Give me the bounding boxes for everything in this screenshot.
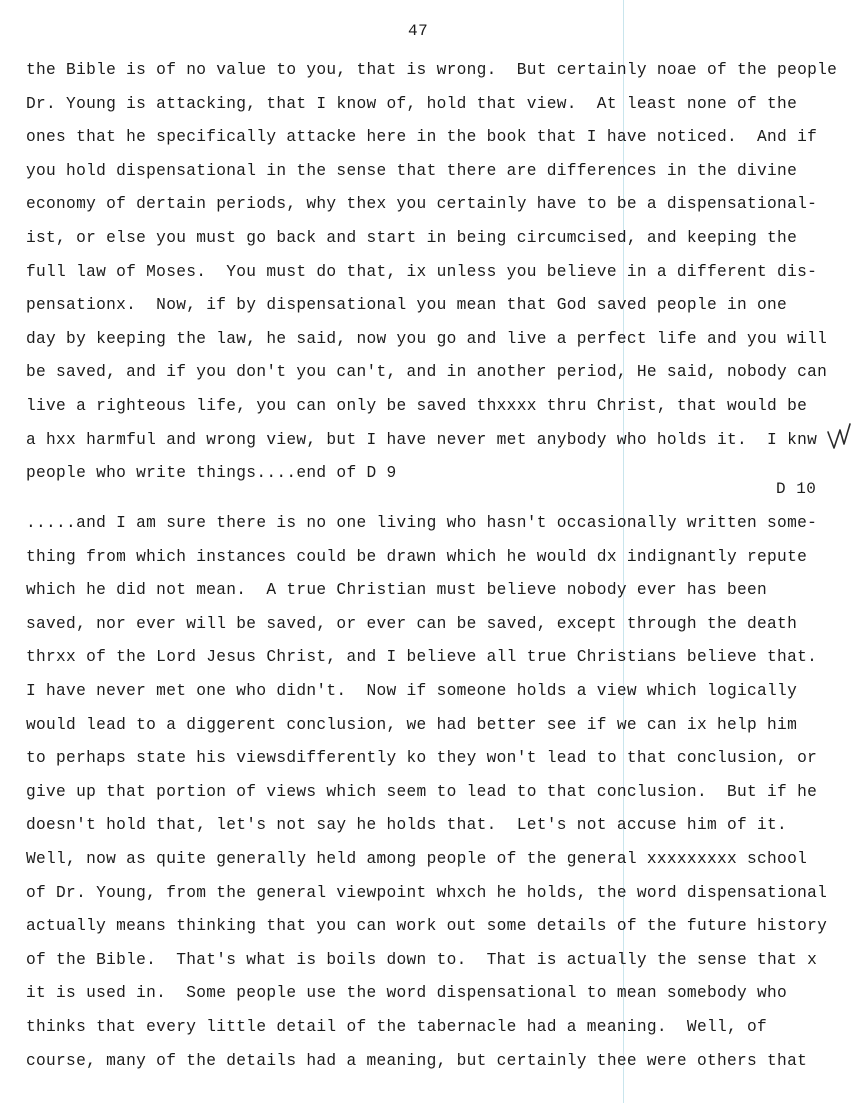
text-line: would lead to a diggerent conclusion, we had better see if we can ix help him	[26, 715, 798, 734]
text-line: course, many of the details had a meaning, but certainly thee were others that	[26, 1051, 808, 1070]
section-marker: D 10	[776, 480, 817, 498]
text-line: ones that he specifically attacke here in the book that I have noticed. And if	[26, 128, 818, 147]
text-line: of Dr. Young, from the general viewpoint whxch he holds, the word dispensational	[26, 883, 828, 902]
text-line: thinks that every little detail of the tabernacle had a meaning. Well, of	[26, 1017, 768, 1036]
second-text-block	[26, 507, 846, 1078]
text-line: people who write things....end of D 9	[26, 464, 397, 483]
text-line: live a righteous life, you can only be saved thxxxx thru Christ, that would be	[26, 396, 808, 415]
text-line: full law of Moses. You must do that, ix unless you believe in a different dis-	[26, 262, 818, 281]
text-line: you hold dispensational in the sense that there are differences in the divine	[26, 161, 798, 180]
text-line: it is used in. Some people use the word dispensational to mean somebody who	[26, 984, 788, 1003]
first-text-block	[26, 54, 846, 491]
text-line: day by keeping the law, he said, now you go and live a perfect life and you will	[26, 329, 828, 348]
text-line: of the Bible. That's what is boils down to. That is actually the sense that x	[26, 950, 818, 969]
text-line: Dr. Young is attacking, that I know of, hold that view. At least none of the	[26, 94, 798, 113]
page-number: 47	[408, 22, 429, 40]
text-line: actually means thinking that you can work out some details of the future history	[26, 917, 828, 936]
text-line: .....and I am sure there is no one living who hasn't occasionally written some-	[26, 514, 818, 532]
text-line: Well, now as quite generally held among people of the general xxxxxxxxx school	[26, 849, 808, 868]
text-line: to perhaps state his viewsdifferently ko they won't lead to that conclusion, or	[26, 749, 818, 768]
text-line: pensationx. Now, if by dispensational you mean that God saved people in one	[26, 296, 788, 315]
text-line: give up that portion of views which seem to lead to that conclusion. But if he	[26, 782, 818, 801]
text-line: economy of dertain periods, why thex you certainly have to be a dispensational-	[26, 195, 818, 214]
text-line: doesn't hold that, let's not say he holds that. Let's not accuse him of it.	[26, 816, 788, 835]
text-line: thing from which instances could be drawn which he would dx indignantly repute	[26, 547, 808, 566]
handwritten-check-icon	[826, 422, 852, 452]
text-line: I have never met one who didn't. Now if someone holds a view which logically	[26, 681, 798, 700]
text-line: thrxx of the Lord Jesus Christ, and I believe all true Christians believe that.	[26, 648, 818, 667]
text-line: saved, nor ever will be saved, or ever can be saved, except through the death	[26, 614, 798, 633]
text-line: the Bible is of no value to you, that is wrong. But certainly noae of the people	[26, 61, 838, 79]
text-line: ist, or else you must go back and start in being circumcised, and keeping the	[26, 228, 798, 247]
text-line: be saved, and if you don't you can't, and in another period, He said, nobody can	[26, 363, 828, 382]
text-line: a hxx harmful and wrong view, but I have never met anybody who holds it. I knw	[26, 430, 818, 449]
text-line: which he did not mean. A true Christian must believe nobody ever has been	[26, 581, 768, 600]
